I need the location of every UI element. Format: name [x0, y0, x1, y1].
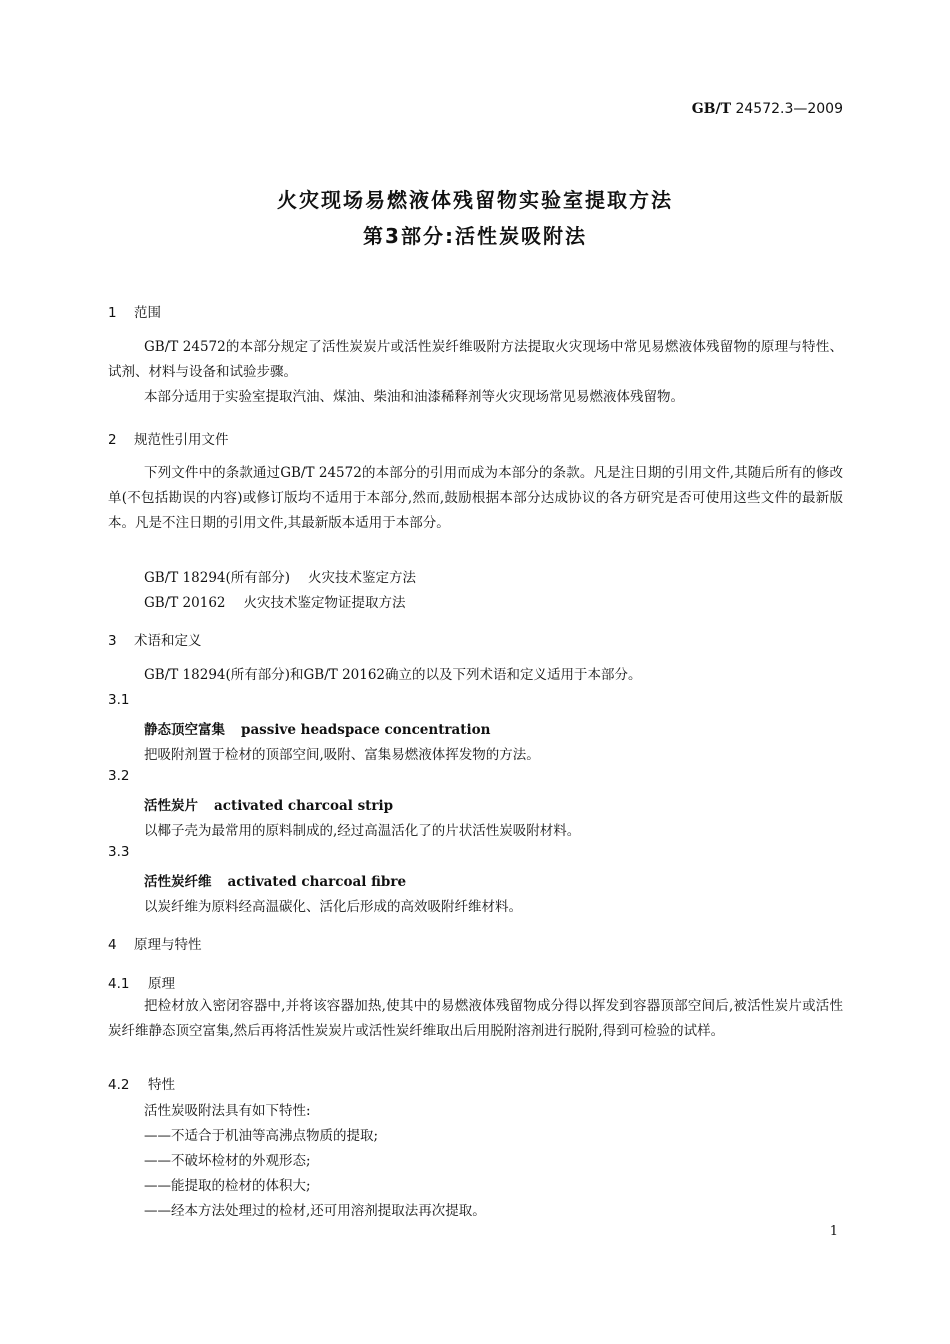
- section-2-paragraph: 下列文件中的条款通过GB/T 24572的本部分的引用而成为本部分的条款。凡是注日期的引用文件,其随后所有的修改单(不包括勘误的内容)或修订版均不适用于本部分,然而,鼓励根据本部分达成协议的各方研究是否可使用这些文件的最新版本。凡是不注日期的引用文件,其最新版本适用于本部分。: [108, 465, 843, 531]
- section-3-paragraph: GB/T 18294(所有部分)和GB/T 20162确立的以及下列术语和定义适用于本部分。: [144, 667, 642, 683]
- section-1-paragraph-2: 本部分适用于实验室提取汽油、煤油、柴油和油漆稀释剂等火灾现场常见易燃液体残留物。: [144, 389, 684, 405]
- standard-code: [692, 101, 843, 117]
- section-number: 4: [108, 937, 117, 953]
- term-3-1-number: 3.1: [108, 692, 130, 708]
- page-number: 1: [829, 1224, 838, 1239]
- subsection-4-1-paragraph: 把检材放入密闭容器中,并将该容器加热,使其中的易燃液体残留物成分得以挥发到容器顶部空间后,被活性炭片或活性炭纤维静态顶空富集,然后再将活性炭炭片或活性炭纤维取出后用脱附溶剂进行脱附,得到可检验的试样。: [108, 998, 843, 1039]
- term-english: activated charcoal strip: [214, 798, 394, 814]
- term-3-2-definition: 以椰子壳为最常用的原料制成的,经过高温活化了的片状活性炭吸附材料。: [144, 823, 581, 839]
- section-number: 1: [108, 305, 117, 321]
- section-title: 原理与特性: [134, 937, 202, 953]
- subsection-number: 4.2: [108, 1077, 130, 1093]
- section-number: 2: [108, 432, 117, 448]
- list-item: ——经本方法处理过的检材,还可用溶剂提取法再次提取。: [144, 1203, 486, 1219]
- term-chinese: 活性炭片: [144, 798, 198, 814]
- term-english: passive headspace concentration: [241, 722, 491, 738]
- list-item: ——不适合于机油等高沸点物质的提取;: [144, 1128, 379, 1144]
- term-3-3: [144, 870, 406, 890]
- section-2-heading: [108, 428, 229, 448]
- standard-number: 24572.3—2009: [735, 101, 843, 117]
- section-number: 3: [108, 633, 117, 649]
- term-chinese: 活性炭纤维: [144, 874, 212, 890]
- term-3-3-definition: 以炭纤维为原料经高温碳化、活化后形成的高效吸附纤维材料。: [144, 899, 522, 915]
- term-3-3-number: 3.3: [108, 844, 130, 860]
- reference-title: 火灾技术鉴定方法: [308, 570, 417, 586]
- term-3-1: [144, 718, 490, 738]
- term-english: activated charcoal fibre: [227, 874, 407, 890]
- term-3-2-number: 3.2: [108, 768, 130, 784]
- section-title: 术语和定义: [134, 633, 202, 649]
- section-title: 规范性引用文件: [134, 432, 229, 448]
- subsection-4-2-intro: 活性炭吸附法具有如下特性:: [144, 1103, 311, 1119]
- reference-code: GB/T 18294(所有部分): [144, 570, 291, 586]
- reference-code: GB/T 20162: [144, 595, 226, 611]
- subsection-4-1-heading: [108, 972, 175, 992]
- document-title-line1: 火灾现场易燃液体残留物实验室提取方法: [277, 188, 673, 212]
- section-1-heading: [108, 301, 161, 321]
- section-3-heading: [108, 629, 202, 649]
- document-title-line2: 第3部分:活性炭吸附法: [363, 224, 587, 248]
- subsection-title: 原理: [148, 976, 175, 992]
- section-4-heading: [108, 933, 202, 953]
- normative-reference-2: [144, 591, 406, 611]
- list-item: ——不破坏检材的外观形态;: [144, 1153, 311, 1169]
- section-title: 范围: [134, 305, 161, 321]
- subsection-title: 特性: [148, 1077, 175, 1093]
- subsection-number: 4.1: [108, 976, 130, 992]
- term-3-2: [144, 794, 393, 814]
- subsection-4-2-heading: [108, 1073, 175, 1093]
- term-chinese: 静态顶空富集: [144, 722, 225, 738]
- section-1-paragraph-1: GB/T 24572的本部分规定了活性炭炭片或活性炭纤维吸附方法提取火灾现场中常见易燃液体残留物的原理与特性、试剂、材料与设备和试验步骤。: [108, 339, 843, 380]
- standard-prefix: GB/T: [691, 101, 732, 117]
- normative-reference-1: [144, 566, 416, 586]
- term-3-1-definition: 把吸附剂置于检材的顶部空间,吸附、富集易燃液体挥发物的方法。: [144, 747, 540, 763]
- list-item: ——能提取的检材的体积大;: [144, 1178, 311, 1194]
- reference-title: 火灾技术鉴定物证提取方法: [243, 595, 406, 611]
